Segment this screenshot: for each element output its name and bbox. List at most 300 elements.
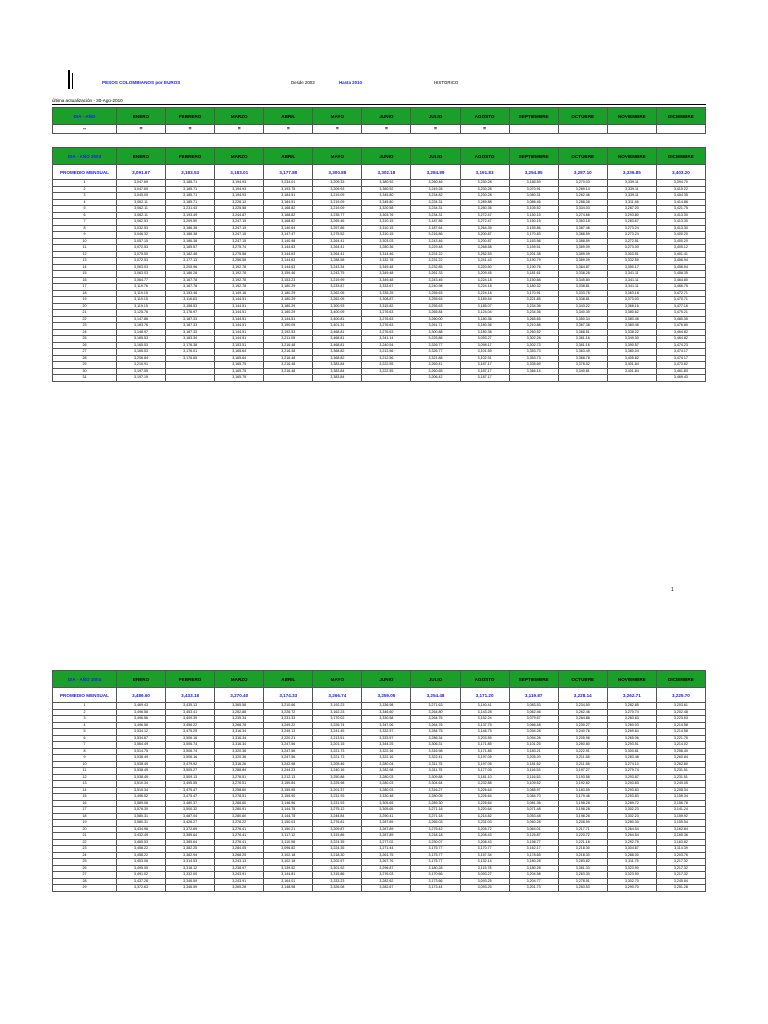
rate-cell: 3,230.28 bbox=[460, 180, 509, 187]
rate-cell: 3,185.71 bbox=[166, 193, 215, 200]
rate-cell: 3,388.59 bbox=[558, 238, 607, 245]
rate-cell: 3,210.91 bbox=[117, 362, 166, 369]
dash-cell: = bbox=[460, 125, 509, 134]
rate-cell: 3,032.53 bbox=[117, 225, 166, 232]
rate-cell: 3,261.71 bbox=[411, 323, 460, 330]
day-cell: 17 bbox=[53, 807, 117, 814]
dash-cell bbox=[607, 125, 656, 134]
rate-cell: 3,093.25 bbox=[460, 878, 509, 885]
day-cell: 28 bbox=[53, 878, 117, 885]
rate-cell: 3,162.23 bbox=[313, 709, 362, 716]
rate-cell: 3,276.51 bbox=[215, 781, 264, 788]
rate-cell: 3,159.92 bbox=[656, 813, 705, 820]
rate-cell: 3,217.32 bbox=[656, 865, 705, 872]
rate-cell: 3,274.66 bbox=[558, 212, 607, 219]
rate-cell: 3,064.01 bbox=[509, 826, 558, 833]
rate-cell: 3,234.36 bbox=[509, 303, 558, 310]
rate-cell: 3,241.43 bbox=[460, 258, 509, 265]
rate-cell: 3,280.03 bbox=[362, 774, 411, 781]
day-cell: 23 bbox=[53, 323, 117, 330]
rate-cell: 3,220.64 bbox=[460, 807, 509, 814]
day-cell: 14 bbox=[53, 787, 117, 794]
day-cell: 4 bbox=[53, 722, 117, 729]
rate-cell: 3,072.53 bbox=[117, 258, 166, 265]
rate-cell: 3,435.13 bbox=[166, 703, 215, 710]
rate-cell: 3,187.86 bbox=[411, 219, 460, 226]
rate-cell: 3,221.75 bbox=[656, 735, 705, 742]
rate-cell: 3,263.30 bbox=[558, 872, 607, 879]
rate-cell: 3,231.93 bbox=[313, 800, 362, 807]
rate-cell: 3,385.64 bbox=[166, 839, 215, 846]
rate-cell: 3,249.13 bbox=[264, 729, 313, 736]
rate-cell: 3,143.28 bbox=[460, 709, 509, 716]
rate-cell: 3,224.18 bbox=[460, 290, 509, 297]
day-cell: 7 bbox=[53, 742, 117, 749]
rate-cell: 3,534.67 bbox=[117, 735, 166, 742]
rate-cell: 3,214.82 bbox=[460, 813, 509, 820]
rate-cell: 3,306.31 bbox=[411, 742, 460, 749]
rate-cell: 3,301.92 bbox=[313, 865, 362, 872]
rate-cell: 3,102.18 bbox=[264, 859, 313, 866]
rate-cell: 3,576.30 bbox=[117, 807, 166, 814]
rate-cell: 3,304.64 bbox=[411, 781, 460, 788]
rate-cell: 3,326.08 bbox=[313, 885, 362, 892]
rate-cell: 3,345.80 bbox=[362, 193, 411, 200]
rate-cell: 3,320.36 bbox=[215, 755, 264, 762]
day-cell: 16 bbox=[53, 800, 117, 807]
rate-cell: 3,187.17 bbox=[460, 362, 509, 369]
rate-cell: 3,255.63 bbox=[411, 290, 460, 297]
average-cell: 3,119.87 bbox=[509, 688, 558, 703]
rate-cell: 3,247.15 bbox=[215, 232, 264, 239]
month-header: SEPTIEMBRE bbox=[509, 671, 558, 688]
rate-cell: 3,260.52 bbox=[509, 329, 558, 336]
row-label: DIA - AÑO bbox=[53, 108, 117, 125]
rate-cell: 3,338.22 bbox=[607, 329, 656, 336]
rate-cell: 3,272.51 bbox=[607, 238, 656, 245]
rate-cell: 3,276.41 bbox=[215, 833, 264, 840]
rate-cell: 3,224.35 bbox=[313, 846, 362, 853]
rate-cell: 3,153.23 bbox=[264, 277, 313, 284]
month-header: FEBRERO bbox=[166, 671, 215, 688]
rate-cell: 3,187.33 bbox=[166, 329, 215, 336]
rate-cell: 3,270.74 bbox=[607, 709, 656, 716]
rate-cell: 3,247.56 bbox=[264, 748, 313, 755]
day-cell: 29 bbox=[53, 362, 117, 369]
rate-cell: 3,140.41 bbox=[460, 703, 509, 710]
rate-cell: 3,276.81 bbox=[313, 820, 362, 827]
rate-cell: 3,119.15 bbox=[117, 297, 166, 304]
rate-cell: 3,153.51 bbox=[215, 342, 264, 349]
rate-cell: 3,400.20 bbox=[656, 232, 705, 239]
rate-cell: 3,242.98 bbox=[264, 761, 313, 768]
rate-cell: 3,453.06 bbox=[117, 859, 166, 866]
rate-cell: 3,180.29 bbox=[264, 310, 313, 317]
rate-cell: 3,274.10 bbox=[607, 761, 656, 768]
rate-cell: 3,125.87 bbox=[509, 833, 558, 840]
rate-cell: 3,394.70 bbox=[656, 180, 705, 187]
rate-cell: 3,116.63 bbox=[166, 297, 215, 304]
rate-cell: 3,303.76 bbox=[362, 212, 411, 219]
rate-cell: 3,209.93 bbox=[313, 186, 362, 193]
rate-cell: 3,214.58 bbox=[656, 722, 705, 729]
rate-cell: 3,152.24 bbox=[460, 716, 509, 723]
rate-cell: 3,162.84 bbox=[656, 826, 705, 833]
rate-cell: 3,187.33 bbox=[166, 323, 215, 330]
day-cell: 17 bbox=[53, 284, 117, 291]
rate-cell: 3,178.65 bbox=[509, 852, 558, 859]
rate-cell: 3,326.77 bbox=[411, 349, 460, 356]
rate-cell: 3,079.67 bbox=[509, 716, 558, 723]
rate-cell: 3,125.76 bbox=[117, 310, 166, 317]
day-cell: 15 bbox=[53, 794, 117, 801]
rate-cell: 3,316.26 bbox=[215, 761, 264, 768]
day-cell: 3 bbox=[53, 716, 117, 723]
rate-cell: 3,400.20 bbox=[656, 238, 705, 245]
rate-cell: 3,265.28 bbox=[215, 885, 264, 892]
rate-cell: 3,148.98 bbox=[264, 885, 313, 892]
rate-cell: 3,437.28 bbox=[117, 878, 166, 885]
rate-cell: 3,363.49 bbox=[558, 349, 607, 356]
rate-cell: 3,247.15 bbox=[215, 219, 264, 226]
rate-cell: 3,361.33 bbox=[558, 865, 607, 872]
rate-cell: 3,216.48 bbox=[264, 368, 313, 375]
day-cell: 28 bbox=[53, 355, 117, 362]
day-cell: 8 bbox=[53, 748, 117, 755]
average-label: PROMEDIO MENSUAL bbox=[53, 165, 117, 180]
rate-cell: 3,159.51 bbox=[509, 245, 558, 252]
rate-cell: 3,045.00 bbox=[117, 193, 166, 200]
rate-cell: 3,303.03 bbox=[362, 238, 411, 245]
table-row bbox=[53, 885, 706, 892]
month-header: AGOSTO bbox=[460, 148, 509, 165]
rate-cell: 3,186.28 bbox=[166, 271, 215, 278]
dash-cell: = bbox=[264, 125, 313, 134]
rate-cell: 3,265.46 bbox=[313, 219, 362, 226]
rate-cell: 3,205.96 bbox=[558, 735, 607, 742]
average-cell: 3,091.67 bbox=[117, 165, 166, 180]
rate-cell: 3,264.76 bbox=[411, 722, 460, 729]
rate-cell: 3,458.22 bbox=[117, 846, 166, 853]
rate-cell: 3,287.89 bbox=[362, 826, 411, 833]
rate-cell: 3,474.17 bbox=[656, 355, 705, 362]
rate-cell: 3,383.84 bbox=[313, 362, 362, 369]
average-cell: 3,191.83 bbox=[460, 165, 509, 180]
rate-cell: 3,496.58 bbox=[117, 709, 166, 716]
rate-cell: 3,458.22 bbox=[117, 852, 166, 859]
rate-cell: 3,300.88 bbox=[411, 329, 460, 336]
rate-cell: 3,474.23 bbox=[656, 342, 705, 349]
rate-cell: 3,287.89 bbox=[362, 833, 411, 840]
day-cell: 19 bbox=[53, 820, 117, 827]
day-cell: 27 bbox=[53, 349, 117, 356]
day-cell: 11 bbox=[53, 768, 117, 775]
rate-cell: 3,197.05 bbox=[460, 761, 509, 768]
rate-cell: 3,261.75 bbox=[362, 852, 411, 859]
rate-cell: 3,333.23 bbox=[313, 878, 362, 885]
rate-cell: 3,150.15 bbox=[509, 212, 558, 219]
rate-cell: 3,380.04 bbox=[607, 349, 656, 356]
rate-cell: 3,380.46 bbox=[607, 316, 656, 323]
rate-cell: 3,260.00 bbox=[411, 316, 460, 323]
rate-cell: 3,230.28 bbox=[460, 186, 509, 193]
rate-cell: 3,232.85 bbox=[411, 264, 460, 271]
dash-cell bbox=[656, 125, 705, 134]
average-cell: 3,183.01 bbox=[215, 165, 264, 180]
rate-cell: 3,316.34 bbox=[215, 729, 264, 736]
rate-cell: 3,468.81 bbox=[313, 329, 362, 336]
month-header: NOVIEMBRE bbox=[607, 671, 656, 688]
rate-cell: 3,250.88 bbox=[313, 774, 362, 781]
rate-cell: 3,332.78 bbox=[362, 258, 411, 265]
rate-cell: 3,314.53 bbox=[166, 859, 215, 866]
rate-cell: 3,198.28 bbox=[558, 800, 607, 807]
rate-cell: 3,181.61 bbox=[509, 271, 558, 278]
rate-cell: 3,338.81 bbox=[558, 297, 607, 304]
dash-label: -- bbox=[53, 125, 117, 134]
day-cell: 25 bbox=[53, 859, 117, 866]
rate-cell: 3,153.46 bbox=[166, 290, 215, 297]
rate-cell: 3,182.48 bbox=[166, 251, 215, 258]
rate-cell: 3,288.60 bbox=[215, 800, 264, 807]
day-cell: 18 bbox=[53, 813, 117, 820]
rate-cell: 3,187.78 bbox=[166, 284, 215, 291]
rate-cell: 3,372.63 bbox=[117, 885, 166, 892]
dash-cell: = bbox=[117, 125, 166, 134]
rate-cell: 3,302.28 bbox=[509, 336, 558, 343]
day-cell: 9 bbox=[53, 232, 117, 239]
month-header: NOVIEMBRE bbox=[607, 108, 656, 125]
rate-cell: 3,231.22 bbox=[411, 258, 460, 265]
rate-cell: 3,383.84 bbox=[313, 368, 362, 375]
rate-cell: 3,180.28 bbox=[509, 865, 558, 872]
average-cell: 3,225.70 bbox=[656, 688, 705, 703]
rate-cell: 3,302.23 bbox=[607, 807, 656, 814]
rate-cell: 3,311.75 bbox=[607, 859, 656, 866]
rate-cell: 3,387.46 bbox=[558, 225, 607, 232]
rate-cell: 3,244.87 bbox=[215, 212, 264, 219]
rate-cell: 3,168.82 bbox=[264, 212, 313, 219]
rate-cell: 3,240.76 bbox=[558, 729, 607, 736]
rate-cell: 3,311.46 bbox=[607, 199, 656, 206]
rate-cell: 3,212.56 bbox=[362, 355, 411, 362]
rate-cell: 3,116.53 bbox=[509, 774, 558, 781]
rate-cell: 3,147.86 bbox=[117, 316, 166, 323]
day-cell: 2 bbox=[53, 186, 117, 193]
day-cell: 14 bbox=[53, 264, 117, 271]
rate-cell: 3,340.81 bbox=[558, 368, 607, 375]
rate-cell: 3,173.66 bbox=[411, 878, 460, 885]
rate-cell: 3,241.14 bbox=[362, 336, 411, 343]
rate-cell: 3,081.36 bbox=[509, 800, 558, 807]
rate-cell: 3,296.87 bbox=[362, 865, 411, 872]
month-header: MARZO bbox=[215, 108, 264, 125]
rate-cell: 3,219.09 bbox=[313, 193, 362, 200]
month-header-row bbox=[53, 108, 706, 125]
rate-cell: 3,223.53 bbox=[656, 716, 705, 723]
rate-cell: 3,150.15 bbox=[509, 219, 558, 226]
rate-cell: 3,255.63 bbox=[411, 303, 460, 310]
rate-cell: 3,222.55 bbox=[362, 368, 411, 375]
rate-cell: 3,260.36 bbox=[460, 206, 509, 213]
rate-cell: 3,149.16 bbox=[215, 290, 264, 297]
rate-cell: 3,057.15 bbox=[117, 238, 166, 245]
rate-cell: 3,230.27 bbox=[558, 722, 607, 729]
month-header: OCTUBRE bbox=[558, 108, 607, 125]
rate-cell: 3,289.14 bbox=[558, 186, 607, 193]
rate-cell: 3,162.17 bbox=[509, 846, 558, 853]
month-header: MARZO bbox=[215, 148, 264, 165]
rate-cell: 3,231.51 bbox=[656, 768, 705, 775]
rate-cell: 3,228.12 bbox=[215, 199, 264, 206]
month-header: JUNIO bbox=[362, 108, 411, 125]
rate-cell: 3,158.53 bbox=[166, 303, 215, 310]
rate-cell: 3,453.41 bbox=[166, 709, 215, 716]
rate-cell: 3,203.76 bbox=[656, 852, 705, 859]
rate-cell: 3,288.00 bbox=[607, 852, 656, 859]
month-header: JULIO bbox=[411, 671, 460, 688]
rate-cell: 3,272.47 bbox=[460, 212, 509, 219]
rate-cell: 3,170.91 bbox=[509, 290, 558, 297]
rate-cell: 3,217.32 bbox=[656, 859, 705, 866]
rate-cell: 3,193.58 bbox=[558, 774, 607, 781]
rate-cell: 3,333.76 bbox=[558, 290, 607, 297]
rate-cell: 3,185.71 bbox=[166, 180, 215, 187]
rate-cell: 3,332.00 bbox=[166, 872, 215, 879]
rate-cell: 3,096.82 bbox=[264, 846, 313, 853]
rate-cell: 3,226.64 bbox=[460, 800, 509, 807]
rate-cell: 3,144.63 bbox=[264, 264, 313, 271]
rate-cell: 3,213.51 bbox=[313, 735, 362, 742]
rate-cell: 3,185.59 bbox=[509, 180, 558, 187]
rate-cell: 3,265.06 bbox=[607, 735, 656, 742]
rate-cell: 3,165.53 bbox=[117, 349, 166, 356]
rate-cell: 3,320.36 bbox=[215, 748, 264, 755]
rate-cell: 3,249.22 bbox=[264, 722, 313, 729]
rate-cell: 3,180.29 bbox=[264, 297, 313, 304]
average-cell: 3,228.14 bbox=[558, 688, 607, 703]
rate-cell: 3,247.56 bbox=[264, 742, 313, 749]
rate-cell: 3,183.21 bbox=[509, 748, 558, 755]
rate-cell: 3,209.50 bbox=[166, 219, 215, 226]
day-cell: 20 bbox=[53, 303, 117, 310]
table-2003 bbox=[52, 147, 706, 382]
rate-cell: 3,244.23 bbox=[264, 768, 313, 775]
rate-cell: 3,267.76 bbox=[362, 859, 411, 866]
rate-cell: 3,364.87 bbox=[558, 264, 607, 271]
rate-cell: 3,251.28 bbox=[656, 885, 705, 892]
rate-cell: 3,347.06 bbox=[362, 722, 411, 729]
rate-cell: 3,197.55 bbox=[117, 368, 166, 375]
rate-cell: 3,211.58 bbox=[558, 755, 607, 762]
rate-cell: 3,341.11 bbox=[607, 277, 656, 284]
rate-cell: 3,230.28 bbox=[460, 193, 509, 200]
rate-cell: 3,105.52 bbox=[509, 206, 558, 213]
rate-cell: 3,282.98 bbox=[362, 768, 411, 775]
rate-cell: 3,208.43 bbox=[460, 833, 509, 840]
rate-cell: 3,289.30 bbox=[411, 800, 460, 807]
day-cell: 21 bbox=[53, 310, 117, 317]
month-header: JUNIO bbox=[362, 148, 411, 165]
rate-cell: 3,245.84 bbox=[656, 878, 705, 885]
rate-cell: 3,338.81 bbox=[558, 284, 607, 291]
rate-cell: 3,066.48 bbox=[509, 722, 558, 729]
rate-cell: 3,116.53 bbox=[509, 768, 558, 775]
rate-cell: 3,268.78 bbox=[215, 722, 264, 729]
rate-cell: 3,234.82 bbox=[411, 193, 460, 200]
rate-cell: 3,170.77 bbox=[460, 846, 509, 853]
rate-cell: 3,308.87 bbox=[362, 297, 411, 304]
rate-cell: 3,231.93 bbox=[313, 794, 362, 801]
average-cell: 3,183.53 bbox=[166, 165, 215, 180]
rate-cell: 3,339.11 bbox=[607, 186, 656, 193]
rate-cell: 3,222.55 bbox=[362, 362, 411, 369]
rate-cell: 3,197.19 bbox=[117, 375, 166, 382]
day-cell: 3 bbox=[53, 193, 117, 200]
rate-cell: 3,180.36 bbox=[460, 323, 509, 330]
rate-cell: 3,063.03 bbox=[117, 271, 166, 278]
rate-cell: 3,405.82 bbox=[607, 355, 656, 362]
rate-cell: 3,260.80 bbox=[558, 742, 607, 749]
rate-cell: 3,469.43 bbox=[656, 375, 705, 382]
rate-cell: 3,139.52 bbox=[264, 865, 313, 872]
rate-cell: 3,205.96 bbox=[166, 264, 215, 271]
month-header: FEBRERO bbox=[166, 148, 215, 165]
rate-cell: 3,225.86 bbox=[411, 336, 460, 343]
rate-cell: 3,216.48 bbox=[264, 355, 313, 362]
rate-cell: 3,262.05 bbox=[313, 290, 362, 297]
day-cell: 10 bbox=[53, 761, 117, 768]
rate-cell: 3,180.38 bbox=[460, 329, 509, 336]
rate-cell: 3,264.54 bbox=[607, 833, 656, 840]
rate-cell: 3,175.77 bbox=[411, 852, 460, 859]
rate-cell: 3,194.93 bbox=[215, 186, 264, 193]
month-header: ENERO bbox=[117, 148, 166, 165]
rate-cell: 3,283.63 bbox=[607, 716, 656, 723]
rate-cell: 3,243.91 bbox=[215, 878, 264, 885]
rate-cell: 3,209.87 bbox=[313, 826, 362, 833]
rate-cell: 3,315.82 bbox=[362, 303, 411, 310]
rate-cell: 3,218.30 bbox=[558, 852, 607, 859]
day-cell: 11 bbox=[53, 245, 117, 252]
rate-cell: 3,473.82 bbox=[656, 362, 705, 369]
rate-cell: 3,349.48 bbox=[362, 277, 411, 284]
rate-cell: 3,276.63 bbox=[362, 329, 411, 336]
rate-cell: 3,192.78 bbox=[215, 264, 264, 271]
rate-cell: 3,260.46 bbox=[411, 180, 460, 187]
rate-cell: 3,346.60 bbox=[362, 709, 411, 716]
rate-cell: 3,240.16 bbox=[313, 768, 362, 775]
rate-cell: 3,218.18 bbox=[411, 833, 460, 840]
month-header: ENERO bbox=[117, 108, 166, 125]
rate-cell: 3,456.22 bbox=[166, 722, 215, 729]
rate-cell: 3,060.28 bbox=[509, 820, 558, 827]
rate-cell: 3,072.53 bbox=[117, 245, 166, 252]
rate-cell: 3,158.77 bbox=[509, 839, 558, 846]
rate-cell: 3,280.91 bbox=[215, 807, 264, 814]
rate-cell: 3,456.94 bbox=[656, 264, 705, 271]
rate-cell: 3,240.98 bbox=[411, 284, 460, 291]
rate-cell: 3,150.21 bbox=[264, 826, 313, 833]
rate-cell: 3,372.69 bbox=[166, 826, 215, 833]
rate-cell: 3,170.66 bbox=[411, 872, 460, 879]
rate-cell: 3,506.16 bbox=[166, 755, 215, 762]
rate-cell: 3,219.99 bbox=[313, 277, 362, 284]
rate-cell: 3,538.49 bbox=[117, 761, 166, 768]
rate-cell: 3,368.51 bbox=[558, 329, 607, 336]
rate-cell: 3,221.73 bbox=[313, 755, 362, 762]
day-cell: 31 bbox=[53, 375, 117, 382]
